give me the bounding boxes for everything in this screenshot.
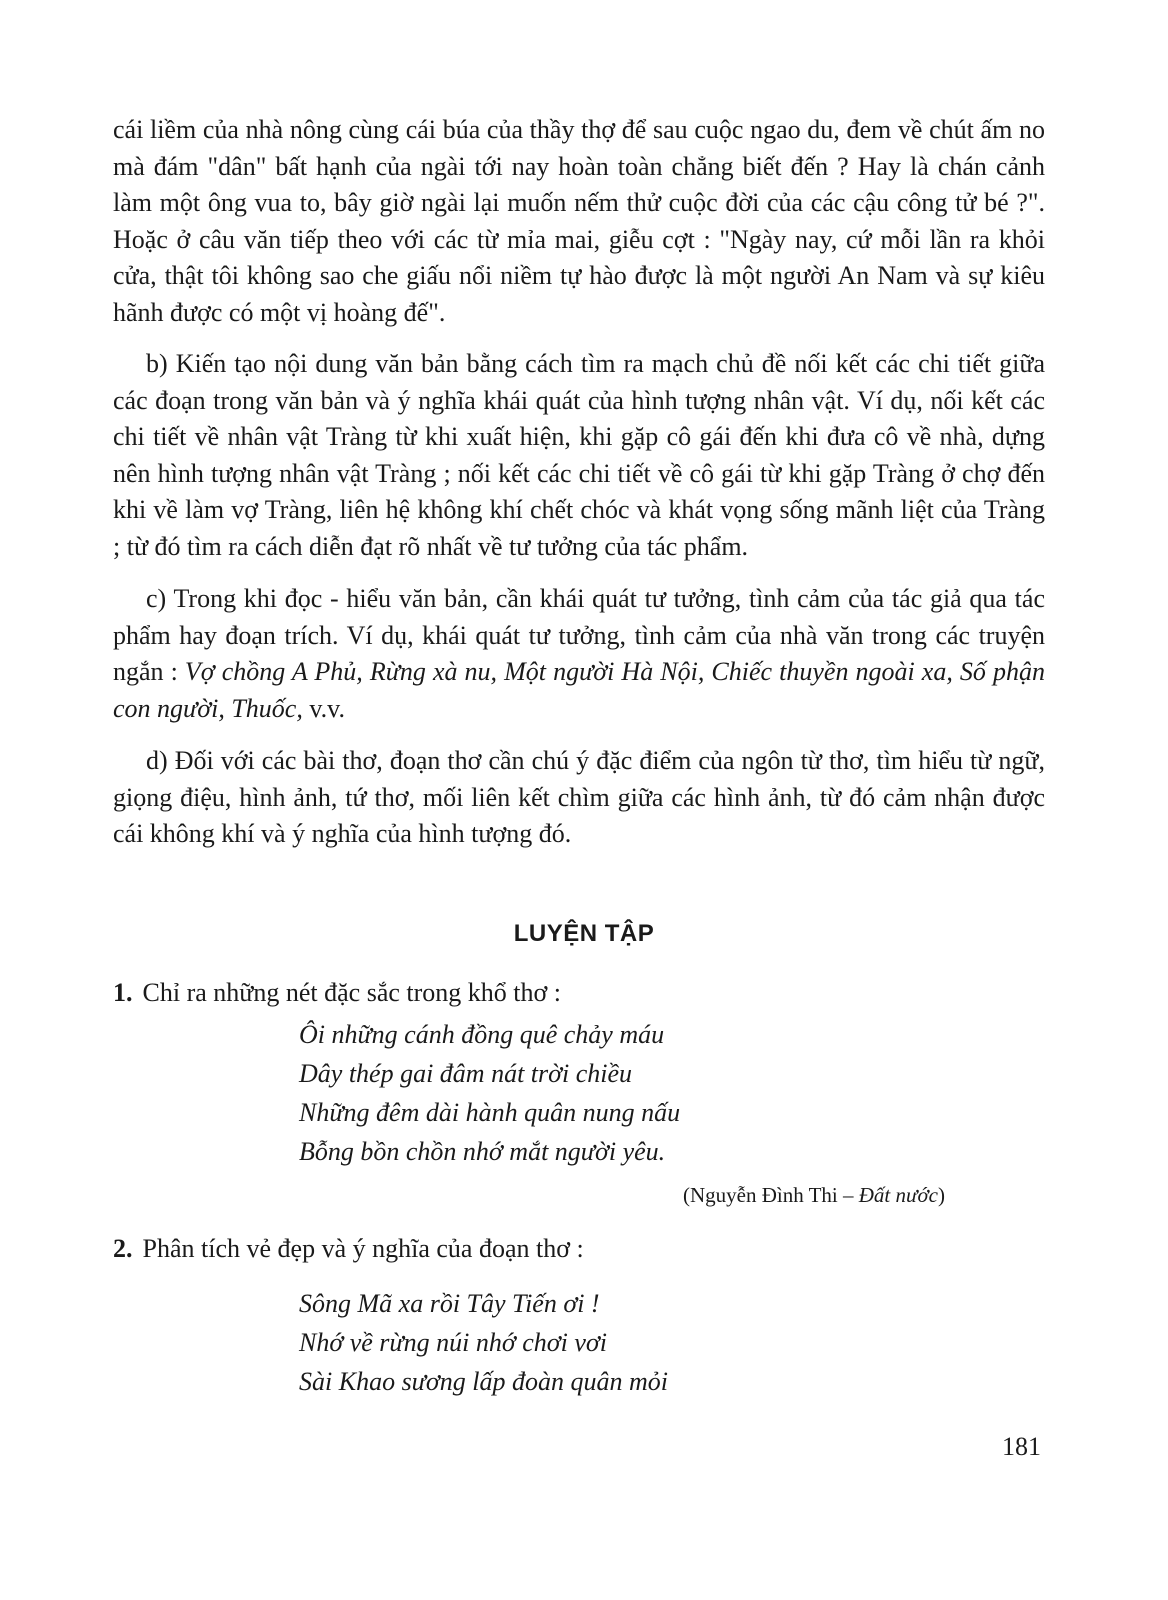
exercise-1-prompt: Chỉ ra những nét đặc sắc trong khổ thơ :: [142, 977, 561, 1007]
poem-1-line: Bỗng bồn chồn nhớ mắt người yêu.: [299, 1136, 666, 1166]
paragraph-d: d) Đối với các bài thơ, đoạn thơ cần chú ý đặc điểm của ngôn từ thơ, tìm hiểu từ ngữ, giọng điệu, hình ảnh, tứ thơ, mối liên kết chìm giữa các hình ảnh, từ đó cảm nhận được cái không khí và ý nghĩa của hình tượng đó.: [113, 746, 1045, 848]
paragraph-b: b) Kiến tạo nội dung văn bản bằng cách tìm ra mạch chủ đề nối kết các chi tiết giữa các đoạn trong văn bản và ý nghĩa khái quát của hình tượng nhân vật. Ví dụ, nối kết các chi tiết về nhân vật Tràng từ khi xuất hiện, khi gặp cô gái đến khi đưa cô về nhà, dựng nên hình tượng nhân vật Tràng ; nối kết các chi tiết về cô gái từ khi gặp Tràng ở chợ đến khi về làm vợ Tràng, liên hệ không khí chết chóc và khát vọng sống mãnh liệt của Tràng ; từ đó tìm ra cách diễn đạt rõ nhất về tư tưởng của tác phẩm.: [113, 349, 1045, 561]
page-number: 181: [1002, 1432, 1041, 1461]
page-content: [113, 112, 1045, 1401]
poem-2-line: Sông Mã xa rồi Tây Tiến ơi !: [299, 1288, 600, 1318]
source-work: Đất nước: [858, 1182, 938, 1207]
poem-1: [113, 1015, 1045, 1171]
paragraph-c-text: c) Trong khi đọc - hiểu văn bản, cần khái quát tư tưởng, tình cảm của tác giả qua tác phẩm hay đoạn trích. Ví dụ, khái quát tư tưởng, tình cảm của nhà văn trong các truyện ngắn :: [113, 584, 1045, 686]
section-heading: LUYỆN TẬP: [513, 919, 655, 947]
exercise-2-number: 2.: [113, 1233, 133, 1263]
poem-1-source: [113, 1181, 1045, 1209]
poem-1-line: Những đêm dài hành quân nung nấu: [299, 1097, 681, 1127]
poem-2-line: Sài Khao sương lấp đoàn quân mỏi: [299, 1366, 668, 1396]
poem-2: [113, 1284, 1045, 1401]
poem-2-line: Nhớ về rừng núi nhớ chơi vơi: [299, 1327, 607, 1357]
exercise-1: [113, 975, 1045, 1011]
poem-1-line: Dây thép gai đâm nát trời chiều: [299, 1058, 633, 1088]
exercise-1-number: 1.: [113, 977, 133, 1007]
paragraph-c-etc: v.v.: [302, 693, 345, 723]
exercise-2: [113, 1231, 1045, 1267]
source-author: (Nguyễn Đình Thi –: [683, 1182, 859, 1207]
source-close: ): [938, 1182, 945, 1207]
poem-1-line: Ôi những cánh đồng quê chảy máu: [299, 1019, 665, 1049]
paragraph-c-works: Vợ chồng A Phủ, Rừng xà nu, Một người Hà Nội, Chiếc thuyền ngoài xa, Số phận con người, Thuốc,: [113, 657, 1045, 723]
paragraph-continuation: cái liềm của nhà nông cùng cái búa của thầy thợ để sau cuộc ngao du, đem về chút ấm no mà đám "dân" bất hạnh của ngài tới nay hoàn toàn chẳng biết đến ? Hay là chán cảnh làm một ông vua to, bây giờ ngài lại muốn nếm thử cuộc đời của các cậu công tử bé ?". Hoặc ở câu văn tiếp theo với các từ mỉa mai, giễu cợt : "Ngày nay, cứ mỗi lần ra khỏi cửa, thật tôi không sao che giấu nổi niềm tự hào được là một người An Nam và sự kiêu hãnh được có một vị hoàng đế".: [113, 115, 1045, 327]
paragraph-c: [113, 581, 1045, 727]
exercise-2-prompt: Phân tích vẻ đẹp và ý nghĩa của đoạn thơ :: [142, 1233, 584, 1263]
